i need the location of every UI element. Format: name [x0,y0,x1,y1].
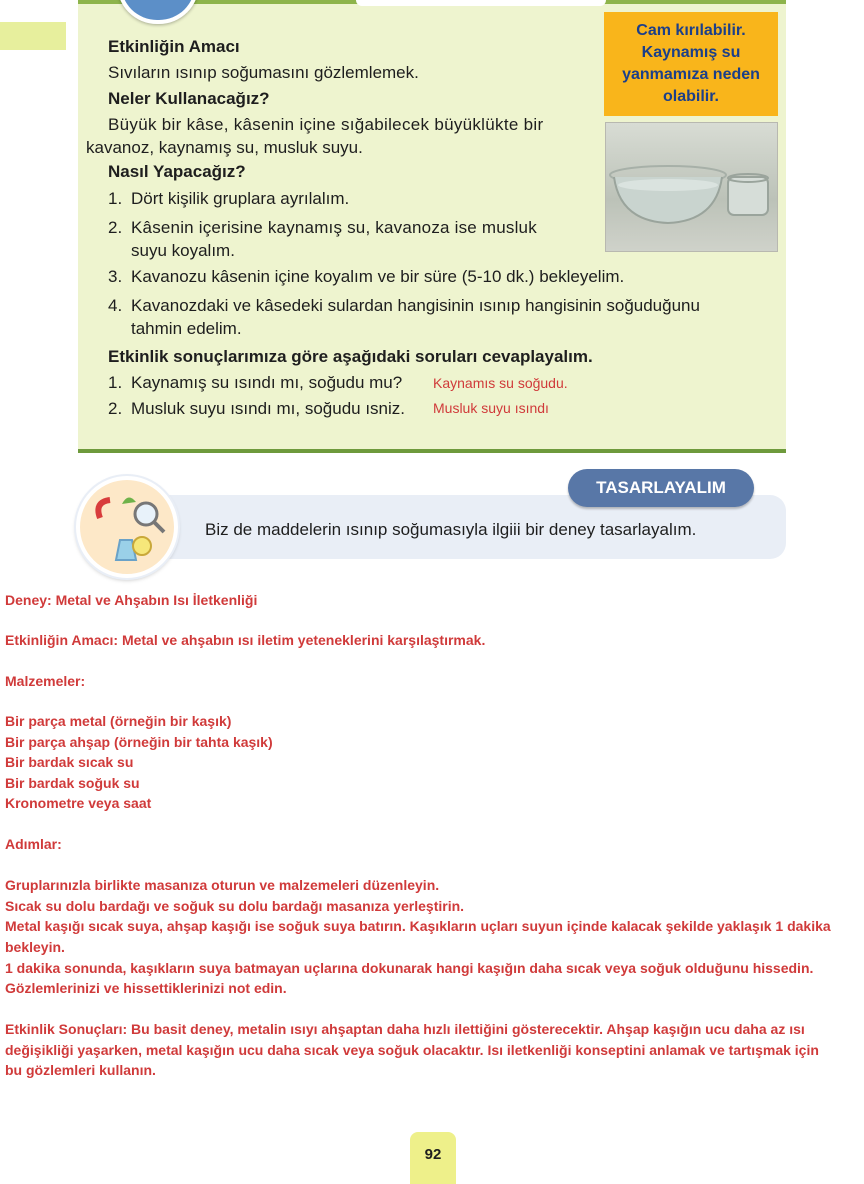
material-item: Bir parça metal (örneğin bir kaşık) [5,713,232,729]
experiment-purpose: Etkinliğin Amacı: Metal ve ahşabın ısı iletim yeteneklerini karşılaştırmak. [5,632,486,648]
material-item: Bir bardak soğuk su [5,775,140,791]
activity-bottom-border [78,449,786,453]
question-answer: Musluk suyu ısındı [433,400,549,416]
steps-label: Adımlar: [5,836,62,852]
step-text: Dört kişilik gruplara ayrılalım. [131,189,350,208]
material-item: Bir parça ahşap (örneğin bir tahta kaşık) [5,734,273,750]
step-number: 3. [108,267,123,286]
step-line: Metal kaşığı sıcak suya, ahşap kaşığı ise soğuk suya batırın. Kaşıkların uçları suyun içinde kalacak şekilde yaklaşık 1 dakika [5,918,831,934]
step-text: suyu koyalım. [131,241,235,260]
results-heading: Etkinlik sonuçlarımıza göre aşağıdaki soruları cevaplayalım. [108,347,593,366]
material-item: Bir bardak sıcak su [5,754,134,770]
step-line: Gruplarınızla birlikte masanıza oturun ve malzemeleri düzenleyin. [5,877,440,893]
step-number: 1. [108,189,123,208]
results-line: değişikliği yaşarken, metal kaşığın ucu daha sıcak veya soğuk olacaktır. Isı iletkenliği konseptini anlamak ve tartışmak için [5,1042,819,1058]
note-line: Kaynamış su [641,44,741,61]
materials-line: Büyük bir kâse, kâsenin içine sığabilecek büyüklükte bir [108,115,544,134]
step-line: bekleyin. [5,939,65,955]
step-text: tahmin edelim. [131,319,242,338]
materials-heading: Neler Kullanacağız? [108,89,270,108]
glass-bowl-icon [606,123,777,251]
question-answer: Kaynamıs su soğudu. [433,375,568,391]
design-text: Biz de maddelerin ısınıp soğumasıyla ilgiii bir deney tasarlayalım. [205,520,697,539]
question-text: Kaynamış su ısındı mı, soğudu mu? [131,373,403,392]
question-number: 2. [108,399,123,418]
step-number: 2. [108,218,123,237]
science-tools-icon [76,476,178,578]
bowl-jar-photo [605,122,778,252]
left-tab-strip [0,22,66,50]
results-line: bu gözlemleri kullanın. [5,1062,156,1078]
page-number: 92 [410,1132,456,1184]
materials-label: Malzemeler: [5,673,86,689]
results-line: Etkinlik Sonuçları: Bu basit deney, metalin ısıyı ahşaptan daha hızlı ilettiğini gösterecektir. Ahşap kaşığın ucu daha az ısı [5,1021,805,1037]
note-line: olabilir. [662,88,719,105]
design-label: TASARLAYALIM [568,469,754,507]
step-text: Kavanozdaki ve kâsedeki sulardan hangisinin ısınıp hangisinin soğuduğunu [131,296,700,315]
question-text: Musluk suyu ısındı mı, soğudu ısniz. [131,399,406,418]
note-line: Cam kırılabilir. [636,22,746,39]
step-line: Sıcak su dolu bardağı ve soğuk su dolu bardağı masanıza yerleştirin. [5,898,465,914]
step-number: 4. [108,296,123,315]
purpose-text: Sıvıların ısınıp soğumasını gözlemlemek. [108,63,419,82]
step-text: Kavanozu kâsenin içine koyalım ve bir süre (5-10 dk.) bekleyelim. [131,267,625,286]
step-text: Kâsenin içerisine kaynamış su, kavanoza ise musluk [131,218,537,237]
how-heading: Nasıl Yapacağız? [108,162,246,181]
material-item: Kronometre veya saat [5,795,152,811]
step-line: 1 dakika sonunda, kaşıkların suya batmayan uçlarına dokunarak hangi kaşığın daha sıcak veya soğuk olduğunu hissedin. [5,960,814,976]
purpose-heading: Etkinliğin Amacı [108,37,240,56]
question-number: 1. [108,373,123,392]
warning-note [604,12,778,116]
experiment-title: Deney: Metal ve Ahşabın Isı İletkenliği [5,592,258,608]
step-line: Gözlemlerinizi ve hissettiklerinizi not edin. [5,980,287,996]
note-line: yanmamıza neden [622,66,760,83]
materials-line: kavanoz, kaynamış su, musluk suyu. [86,138,363,157]
header-tab-edge [356,0,606,6]
